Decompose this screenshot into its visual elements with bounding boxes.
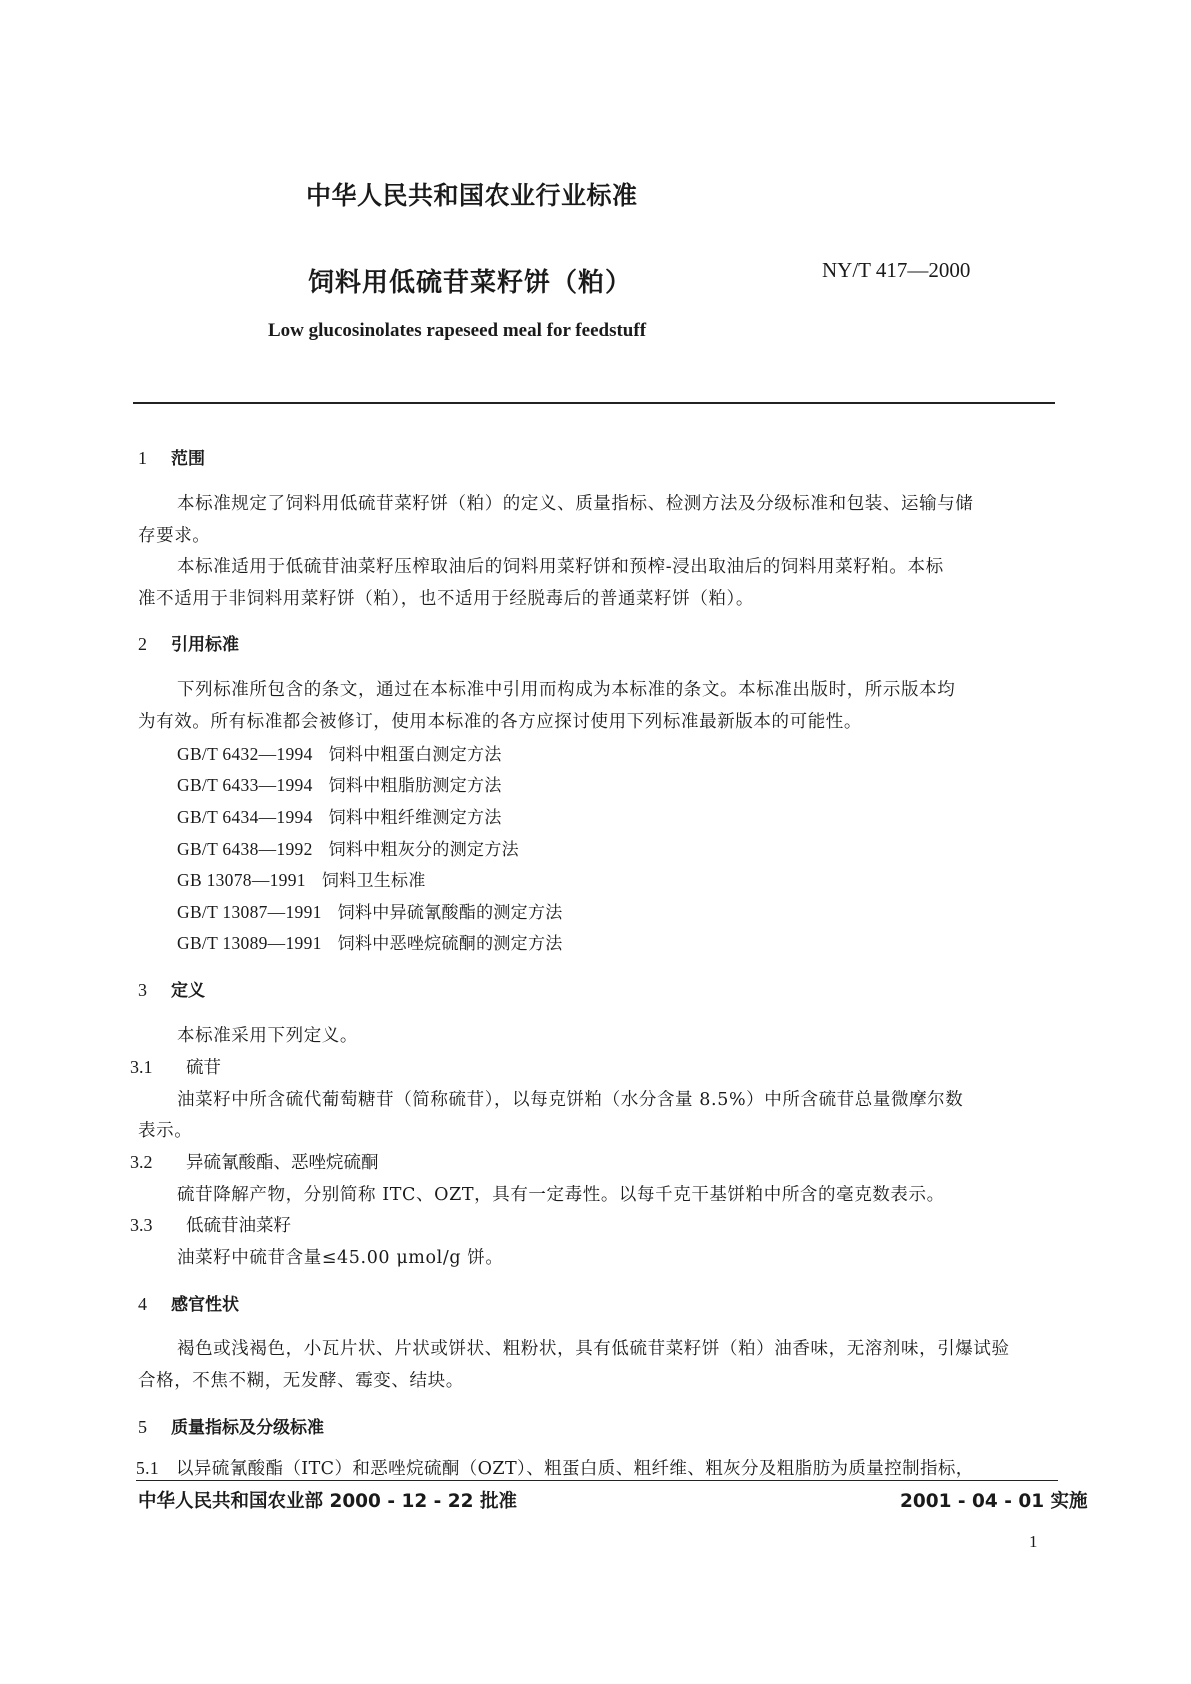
section-1-heading bbox=[138, 444, 205, 469]
section-number: 4 bbox=[138, 1294, 147, 1314]
subclause-heading bbox=[130, 1149, 379, 1174]
paragraph-line: 表示。 bbox=[138, 1121, 193, 1141]
page-number: 1 bbox=[1029, 1532, 1038, 1551]
subclause-number: 5.1 bbox=[136, 1458, 160, 1478]
paragraph-line: 准不适用于非饲料用菜籽饼（粕），也不适用于经脱毒后的普通菜籽饼（粕）。 bbox=[138, 589, 754, 609]
section-title: 定义 bbox=[171, 981, 205, 1001]
section-5-heading bbox=[138, 1413, 324, 1438]
reference-title: 饲料卫生标准 bbox=[321, 871, 426, 891]
section-3-heading bbox=[138, 976, 205, 1001]
section-2-heading bbox=[138, 630, 239, 655]
section-title: 质量指标及分级标准 bbox=[171, 1418, 324, 1438]
reference-item bbox=[177, 835, 519, 860]
paragraph-line: 硫苷降解产物，分别简称 ITC、OZT，具有一定毒性。以每千克干基饼粕中所含的毫克数表示。 bbox=[177, 1185, 945, 1205]
english-title: Low glucosinolates rapeseed meal for feedstuff bbox=[268, 320, 647, 341]
footer-divider bbox=[136, 1480, 1058, 1481]
paragraph-line: 存要求。 bbox=[138, 526, 211, 546]
reference-title: 饲料中粗脂肪测定方法 bbox=[328, 776, 502, 796]
reference-item bbox=[177, 866, 426, 891]
section-title: 感官性状 bbox=[171, 1295, 239, 1315]
implementation-date: 2001 - 04 - 01 实施 bbox=[900, 1491, 1088, 1512]
section-title: 范围 bbox=[171, 449, 205, 469]
section-title: 引用标准 bbox=[171, 635, 239, 655]
reference-item bbox=[177, 771, 502, 796]
reference-code: GB 13078—1991 bbox=[177, 870, 306, 890]
subclause-number: 3.2 bbox=[130, 1152, 153, 1172]
section-number: 5 bbox=[138, 1417, 147, 1437]
paragraph-line: 本标准采用下列定义。 bbox=[177, 1026, 358, 1046]
reference-title: 饲料中粗灰分的测定方法 bbox=[328, 840, 519, 860]
reference-title: 饲料中粗蛋白测定方法 bbox=[328, 745, 502, 765]
section-number: 3 bbox=[138, 980, 147, 1000]
subclause-text: 以异硫氰酸酯（ITC）和恶唑烷硫酮（OZT）、粗蛋白质、粗纤维、粗灰分及粗脂肪为质量控制指标， bbox=[176, 1459, 974, 1479]
paragraph-line: 油菜籽中所含硫代葡萄糖苷（简称硫苷），以每克饼粕（水分含量 8.5%）中所含硫苷总量微摩尔数 bbox=[177, 1090, 964, 1110]
reference-title: 饲料中异硫氰酸酯的测定方法 bbox=[337, 903, 563, 923]
standard-number: NY/T 417—2000 bbox=[822, 258, 971, 282]
subclause-number: 3.3 bbox=[130, 1215, 153, 1235]
paragraph-line: 褐色或浅褐色，小瓦片状、片状或饼状、粗粉状，具有低硫苷菜籽饼（粕）油香味，无溶剂味，引爆试验 bbox=[177, 1339, 1010, 1359]
reference-code: GB/T 13089—1991 bbox=[177, 933, 322, 953]
reference-title: 饲料中恶唑烷硫酮的测定方法 bbox=[337, 934, 563, 954]
header-divider bbox=[133, 402, 1055, 404]
subclause-number: 3.1 bbox=[130, 1057, 153, 1077]
reference-item bbox=[177, 740, 502, 765]
subclause-heading bbox=[130, 1212, 291, 1237]
reference-item bbox=[177, 929, 563, 954]
approval-line: 中华人民共和国农业部 2000 - 12 - 22 批准 bbox=[138, 1491, 517, 1512]
paragraph-line: 本标准适用于低硫苷油菜籽压榨取油后的饲料用菜籽饼和预榨-浸出取油后的饲料用菜籽粕。本标 bbox=[177, 557, 944, 577]
paragraph-line: 为有效。所有标准都会被修订，使用本标准的各方应探讨使用下列标准最新版本的可能性。 bbox=[138, 712, 862, 732]
subclause-term: 硫苷 bbox=[186, 1058, 221, 1078]
reference-title: 饲料中粗纤维测定方法 bbox=[328, 808, 502, 828]
subclause-term: 低硫苷油菜籽 bbox=[186, 1216, 291, 1236]
reference-code: GB/T 6433—1994 bbox=[177, 775, 313, 795]
reference-item bbox=[177, 898, 563, 923]
reference-code: GB/T 6438—1992 bbox=[177, 839, 313, 859]
reference-item bbox=[177, 803, 502, 828]
subclause-term: 异硫氰酸酯、恶唑烷硫酮 bbox=[186, 1153, 379, 1173]
document-title: 饲料用低硫苷菜籽饼（粕） bbox=[308, 268, 633, 298]
reference-code: GB/T 6432—1994 bbox=[177, 744, 313, 764]
issuing-agency-heading: 中华人民共和国农业行业标准 bbox=[306, 181, 638, 210]
clause-5-1-line bbox=[136, 1455, 1058, 1480]
paragraph-line: 合格，不焦不糊，无发酵、霉变、结块。 bbox=[138, 1371, 464, 1391]
paragraph-line: 本标准规定了饲料用低硫苷菜籽饼（粕）的定义、质量指标、检测方法及分级标准和包装、运输与储 bbox=[177, 494, 974, 514]
reference-code: GB/T 13087—1991 bbox=[177, 902, 322, 922]
paragraph-line: 下列标准所包含的条文，通过在本标准中引用而构成为本标准的条文。本标准出版时，所示版本均 bbox=[177, 680, 956, 700]
reference-code: GB/T 6434—1994 bbox=[177, 807, 313, 827]
paragraph-line: 油菜籽中硫苷含量≤45.00 μmol/g 饼。 bbox=[177, 1248, 504, 1268]
subclause-heading bbox=[130, 1054, 221, 1079]
section-number: 2 bbox=[138, 634, 147, 654]
section-number: 1 bbox=[138, 448, 147, 468]
section-4-heading bbox=[138, 1290, 239, 1315]
